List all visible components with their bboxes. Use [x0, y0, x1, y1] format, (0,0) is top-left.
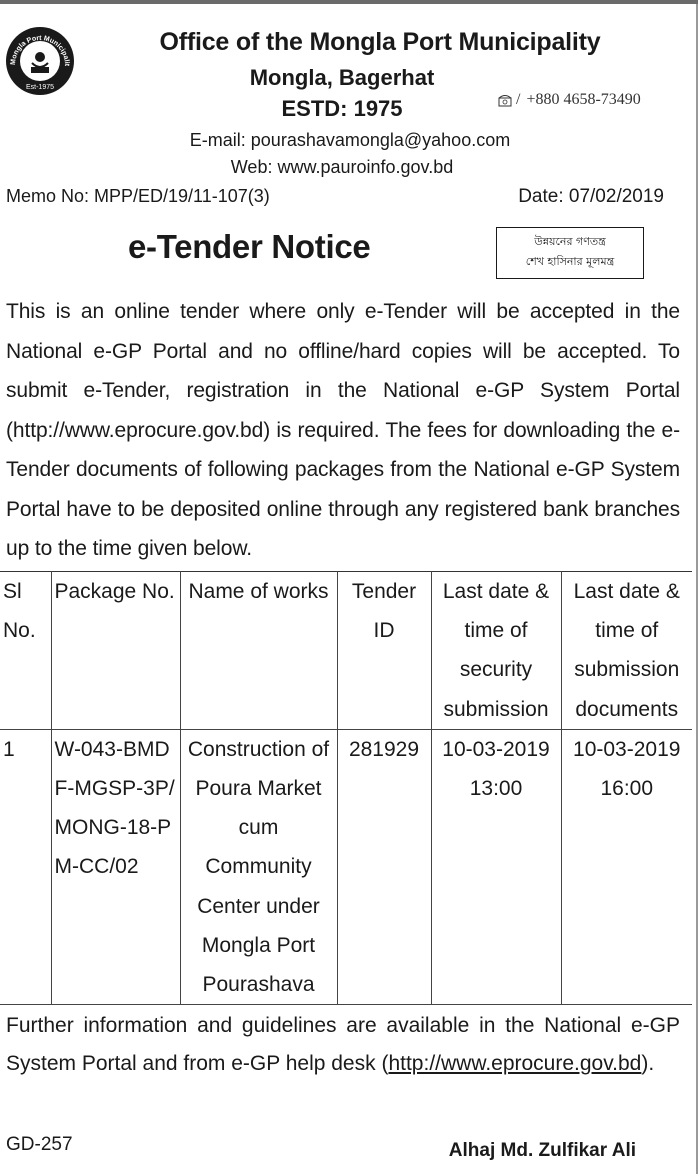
eprocure-link[interactable]: http://www.eprocure.gov.bd [388, 1052, 642, 1075]
header-submission-date: Last date & time of submission documents [561, 572, 692, 730]
cell-works: Construction of Poura Market cum Community Center under Mongla Port Pourashava [180, 729, 337, 1004]
phone-contact [498, 91, 641, 109]
header-package: Package No. [51, 572, 180, 730]
seal-est: Est-1975 [25, 84, 55, 91]
email-address: E-mail: pourashavamongla@yahoo.com [189, 130, 511, 150]
office-location: Mongla, Bagerhat [249, 65, 435, 90]
tender-table [0, 571, 692, 1005]
header-works: Name of works [180, 572, 337, 730]
signatory-name: Alhaj Md. Zulfikar Ali [448, 1140, 636, 1161]
notice-title: e-Tender Notice [128, 228, 371, 265]
further-text: Further information and guidelines are available in the National e-GP System Portal and from e-GP help desk ( [6, 1014, 680, 1075]
slogan-line-2: শেখ হাসিনার মূলমন্ত্র [525, 255, 615, 268]
table-row [0, 729, 692, 1004]
cell-package: W-043-BMDF-MGSP-3P/MONG-18-PM-CC/02 [51, 729, 180, 1004]
memo-date: Date: 07/02/2019 [518, 186, 664, 207]
office-title: Office of the Mongla Port Municipality [159, 28, 601, 56]
seal-text: Mongla Port Municipalit [9, 34, 71, 67]
website-address: Web: www.pauroinfo.gov.bd [230, 157, 454, 177]
header-sl: Sl No. [0, 572, 51, 730]
phone-number: +880 4658-73490 [526, 91, 641, 108]
header-security-date: Last date & time of security submission [431, 572, 561, 730]
slogan-box [496, 227, 644, 279]
table-header-row [0, 572, 692, 730]
further-info [6, 1007, 680, 1083]
cell-sl: 1 [0, 729, 51, 1004]
cell-tender-id: 281929 [337, 729, 431, 1004]
cell-submission-date: 10-03-2019 16:00 [561, 729, 692, 1004]
seal-graphic [6, 27, 74, 95]
established-year: ESTD: 1975 [281, 96, 403, 121]
intro-paragraph: This is an online tender where only e-Tender will be accepted in the National e-GP Portal and no offline/hard copies will be accepted. To submit e-Tender, registration in the National e-GP System Portal (http://www.eprocure.gov.bd) is required. The fees for downloading the e-Tender documents of following packages from the National e-GP System Portal have to be deposited online through any registered bank branches up to the time given below. [6, 300, 680, 560]
cell-security-date: 10-03-2019 13:00 [431, 729, 561, 1004]
gd-number: GD-257 [6, 1134, 73, 1155]
phone-separator: / [516, 91, 525, 108]
further-end: ). [641, 1052, 655, 1075]
slogan-line-1: উন্নয়নের গণতন্ত্র [534, 235, 606, 248]
memo-number: Memo No: MPP/ED/19/11-107(3) [6, 186, 270, 206]
header-tender-id: Tender ID [337, 572, 431, 730]
top-border [0, 0, 698, 4]
municipality-seal [6, 27, 74, 95]
telephone-icon [498, 93, 514, 107]
